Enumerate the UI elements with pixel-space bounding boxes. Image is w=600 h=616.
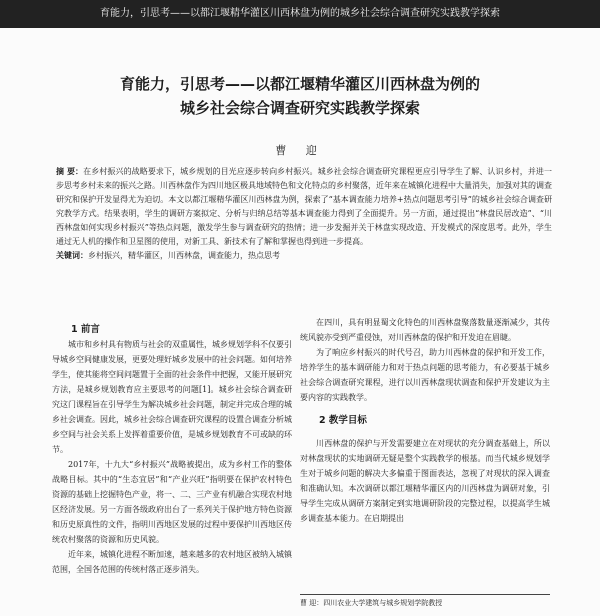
running-header	[0, 0, 600, 28]
author-footnote	[300, 594, 550, 608]
paragraph: 在四川，具有明显蜀文化特色的川西林盘聚落数量逐渐减少，其传统风貌亦受到严重侵蚀，对川西林盘的保护和开发迫在眉睫。	[300, 318, 550, 342]
paragraph: 2017年，十九大“乡村振兴”战略被提出，成为乡村工作的整体战略目标。其中的“生态宜居”和“产业兴旺”指明要在保护农村特色资源的基础上挖掘特色产业，将一、二、三产业有机融合实现农村地区经济发展。另一方面各级政府出台了一系列关于保护地方特色资源和历史原真性的文件，指明川西地区发展的过程中要保护川西地区传统农村聚落的资源和历史风貌。	[52, 460, 292, 544]
section-heading-introduction: 1 前言	[71, 324, 100, 335]
paragraph: 近年来，城镇化进程不断加速，越来越多的农村地区被纳入城镇范围，全国各范围的传统村落正逐步消失。	[52, 550, 292, 574]
abstract-body	[56, 165, 552, 249]
author: 曹 迎	[275, 144, 325, 157]
right-column	[300, 315, 550, 526]
keywords-label: 关键词：	[56, 251, 88, 260]
footnote-text: 曹 迎：四川农业大学建筑与城乡规划学院教授	[300, 599, 443, 607]
abstract-label: 摘 要：	[56, 167, 84, 176]
left-column	[52, 322, 292, 577]
paragraph: 城市和乡村具有物质与社会的双重属性，城乡规划学科不仅要引导城乡空间健康发展，更要处理好城乡发展中的社会问题。如何培养学生，使其能将空间问题置于全面的社会条件中把握，又能开展研究方法，是城乡规划教育应主要思考的问题[1]。城乡社会综合调查研究这门课程旨在引导学生为解决城乡社会问题，制定并完成合理的城乡社会调查。因此，城乡社会综合调查研究课程的设置合调查分析城乡空间与社会关系上发挥着重要价值，是城乡规划教育不可或缺的环节。	[52, 340, 292, 454]
abstract-block	[56, 165, 552, 263]
title-line-2: 城乡社会综合调查研究实践教学探索	[179, 99, 420, 117]
section-heading-teaching-goals: 2 教学目标	[319, 415, 367, 426]
abstract-text: 在乡村振兴的战略要求下，城乡规划的目光应逐步转向乡村振兴。城乡社会综合调查研究课程更应引导学生了解、认识乡村，并进一步思考乡村未来的振兴之路。川西林盘作为四川地区极具地域特色和文化特点的乡村聚落，近年来在城镇化进程中大量消失，加强对其的调查研究和保护开发显得尤为迫切。本文以都江堰精华灌区川西林盘为例，探索了“基本调查能力培养+热点问题思考引导”的城乡社会综合调查研究教学方式。结果表明，学生的调研方案拟定、分析与归纳总结等基本调查能力得到了全面提升。另一方面，通过提出“林盘民居改造”、“川西林盘如何实现乡村振兴”等热点问题，激发学生参与调查研究的热情；进一步发掘并关于林盘实现改造、开发模式的深度思考。此外，学生通过无人机的操作和卫星图的使用，对新工具、新技术有了解和掌握也得到进一步提高。	[56, 167, 552, 246]
paper-title	[40, 72, 560, 120]
paragraph: 川西林盘的保护与开发需要建立在对现状的充分调查基础上，所以对林盘现状的实地调研无疑是整个实践教学的根基。而当代城乡规划学生对于城乡问题的解决大多偏重于图面表达，忽视了对现状的深入调查和准确认知。本次调研以都江堰精华灌区内的川西林盘为调研对象，引导学生完成从调研方案制定到实地调研阶段的完整过程，以提高学生城乡调查基本能力。在启期提出	[300, 439, 550, 523]
keywords-text: 乡村振兴，精华灌区，川西林盘，调查能力，热点思考	[88, 251, 280, 260]
running-title: 育能力，引思考——以都江堰精华灌区川西林盘为例的城乡社会综合调查研究实践教学探索	[100, 8, 500, 19]
keywords	[56, 249, 552, 263]
paragraph: 为了响应乡村振兴的时代号召，助力川西林盘的保护和开发工作，培养学生的基本调研能力和对于热点问题的思考能力，有必要基于城乡社会综合调查研究课程，进行以川西林盘现状调查和保护开发建议为主要内容的实践教学。	[300, 348, 550, 402]
title-line-1: 育能力，引思考——以都江堰精华灌区川西林盘为例的	[119, 75, 480, 93]
